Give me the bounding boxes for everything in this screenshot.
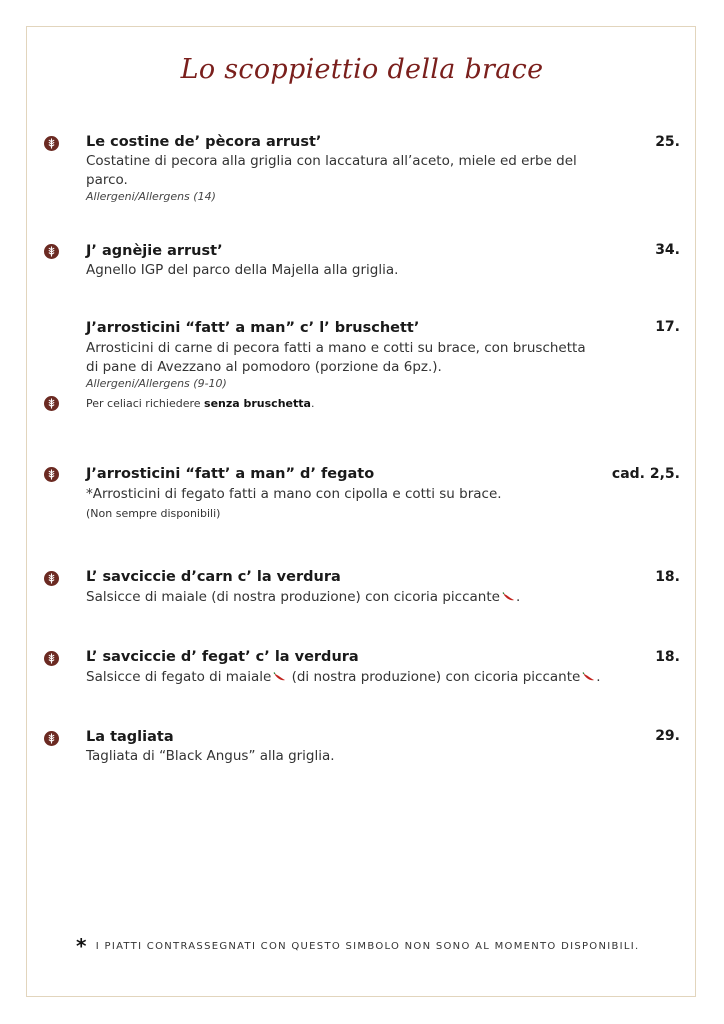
item-name: La tagliata xyxy=(86,729,174,745)
item-price: 25. xyxy=(655,134,680,150)
chili-pepper-icon xyxy=(273,672,287,682)
description-line: di pane di Avezzano al pomodoro (porzione da 6pz.). xyxy=(86,359,442,375)
item-name: L’ savciccie d’carn c’ la verdura xyxy=(86,569,341,585)
asterisk-icon: * xyxy=(76,934,88,958)
item-name: Le costine de’ pècora arrust’ xyxy=(86,134,322,150)
item-price: 18. xyxy=(655,569,680,585)
item-name: J’arrosticini “fatt’ a man” c’ l’ bruschett’ xyxy=(86,320,420,336)
unavailable-footnote xyxy=(76,934,676,958)
item-allergens: Allergeni/Allergens (14) xyxy=(86,190,216,203)
description-line: Arrosticini di carne di pecora fatti a mano e cotti su brace, con bruschetta xyxy=(86,340,586,356)
item-allergens: Allergeni/Allergens (9-10) xyxy=(86,377,227,390)
item-description xyxy=(86,339,646,377)
wheat-badge-icon xyxy=(44,731,59,746)
chili-pepper-icon xyxy=(502,592,516,602)
availability-note: (Non sempre disponibili) xyxy=(86,507,221,520)
description-line: parco. xyxy=(86,172,128,188)
item-name: J’ agnèjie arrust’ xyxy=(86,243,223,259)
wheat-badge-icon xyxy=(44,651,59,666)
item-name: L’ savciccie d’ fegat’ c’ la verdura xyxy=(86,649,359,665)
wheat-badge-icon xyxy=(44,244,59,259)
item-price: 18. xyxy=(655,649,680,665)
chili-pepper-icon xyxy=(582,672,596,682)
menu-section-title: Lo scoppiettio della brace xyxy=(180,54,544,85)
wheat-badge-icon xyxy=(44,571,59,586)
description-line: Costatine di pecora alla griglia con laccatura all’aceto, miele ed erbe del xyxy=(86,153,577,169)
footnote-text: I PIATTI CONTRASSEGNATI CON QUESTO SIMBOLO NON SONO AL MOMENTO DISPONIBILI. xyxy=(95,941,640,952)
item-price: cad. 2,5. xyxy=(611,466,680,482)
item-description: *Arrosticini di fegato fatti a mano con cipolla e cotti su brace. xyxy=(86,486,502,502)
wheat-badge-icon xyxy=(44,396,59,411)
wheat-badge-icon xyxy=(44,136,59,151)
celiac-note: Per celiaci richiedere senza bruschetta. xyxy=(86,397,315,410)
wheat-badge-icon xyxy=(44,467,59,482)
item-description: Salsicce di maiale (di nostra produzione) con cicoria piccante . xyxy=(86,589,521,605)
item-description xyxy=(86,152,646,190)
item-price: 34. xyxy=(655,242,680,258)
item-description: Tagliata di “Black Angus” alla griglia. xyxy=(86,748,335,764)
item-price: 29. xyxy=(655,728,680,744)
item-price: 17. xyxy=(655,319,680,335)
item-name: J’arrosticini “fatt’ a man” d’ fegato xyxy=(86,466,375,482)
item-description: Agnello IGP del parco della Majella alla griglia. xyxy=(86,262,399,278)
item-description: Salsicce di fegato di maiale (di nostra produzione) con cicoria piccante . xyxy=(86,669,601,685)
